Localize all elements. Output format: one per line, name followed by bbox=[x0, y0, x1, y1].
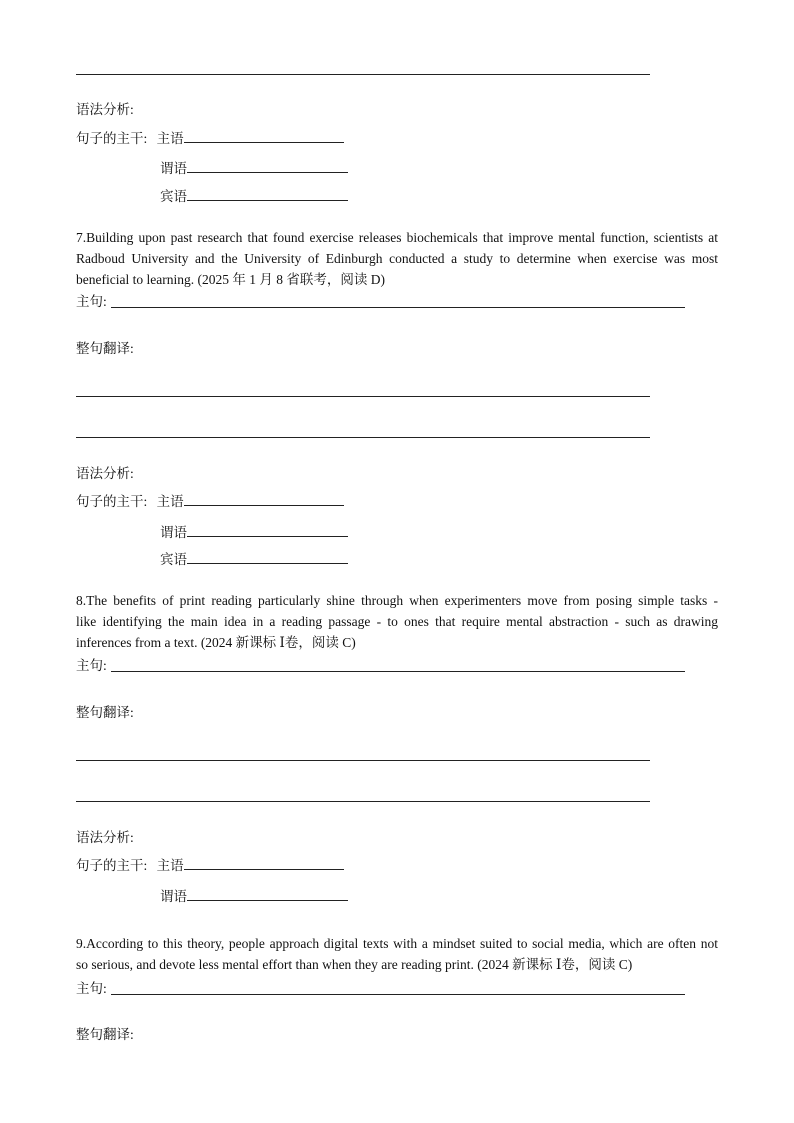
question-7-line: Radboud University and the University of Edinburgh conducted a study to determine when exercise was most bbox=[76, 251, 718, 266]
main-clause-label: 句子的主干: bbox=[76, 131, 148, 146]
predicate-blank[interactable] bbox=[187, 522, 348, 537]
question-7-text bbox=[76, 227, 718, 290]
question-9-text bbox=[76, 933, 718, 975]
predicate-blank[interactable] bbox=[187, 158, 348, 173]
subject-blank[interactable] bbox=[184, 855, 344, 870]
question-9-line: 9.According to this theory, people approach digital texts with a mindset suited to social media, which are often not bbox=[76, 936, 718, 951]
main-sentence-blank[interactable] bbox=[111, 671, 685, 672]
subject-blank[interactable] bbox=[184, 128, 344, 143]
main-sentence-blank[interactable] bbox=[111, 307, 685, 308]
translation-label: 整句翻译: bbox=[76, 1027, 134, 1042]
predicate-row bbox=[160, 522, 348, 542]
object-label: 宾语 bbox=[160, 189, 187, 204]
object-blank[interactable] bbox=[187, 186, 348, 201]
main-clause-row bbox=[76, 855, 344, 875]
main-clause-label: 句子的主干: bbox=[76, 858, 148, 873]
main-sentence-blank[interactable] bbox=[111, 994, 685, 995]
question-8-text bbox=[76, 590, 718, 653]
translation-line[interactable] bbox=[76, 760, 650, 761]
question-8-line: 8.The benefits of print reading particularly shine through when experimenters move from posing simple tasks - bbox=[76, 593, 718, 608]
object-row bbox=[160, 186, 348, 206]
translation-label: 整句翻译: bbox=[76, 705, 134, 720]
question-8-line: like identifying the main idea in a reading passage - to ones that require mental abstraction - such as drawing bbox=[76, 614, 718, 629]
translation-label: 整句翻译: bbox=[76, 341, 134, 356]
question-7-line: beneficial to learning. (2025 年 1 月 8 省联考，阅读 D) bbox=[76, 272, 385, 287]
main-sentence-label: 主句: bbox=[76, 981, 107, 996]
object-blank[interactable] bbox=[187, 549, 348, 564]
main-clause-label: 句子的主干: bbox=[76, 494, 148, 509]
predicate-row bbox=[160, 886, 348, 906]
question-7-line: 7.Building upon past research that found exercise releases biochemicals that improve mental function, scientists at bbox=[76, 230, 718, 245]
main-sentence-label: 主句: bbox=[76, 658, 107, 673]
question-9-line: so serious, and devote less mental effort than when they are reading print. (2024 新课标 Ⅰ卷，阅读 C) bbox=[76, 957, 633, 972]
answer-line bbox=[76, 74, 650, 75]
object-label: 宾语 bbox=[160, 552, 187, 567]
object-row bbox=[160, 549, 348, 569]
translation-line[interactable] bbox=[76, 437, 650, 438]
subject-label: 主语 bbox=[156, 494, 184, 509]
translation-line[interactable] bbox=[76, 396, 650, 397]
predicate-label: 谓语 bbox=[160, 525, 187, 540]
subject-blank[interactable] bbox=[184, 491, 344, 506]
grammar-analysis-label: 语法分析: bbox=[76, 466, 134, 481]
predicate-label: 谓语 bbox=[160, 161, 187, 176]
subject-label: 主语 bbox=[156, 858, 184, 873]
main-clause-row bbox=[76, 128, 344, 148]
main-sentence-label: 主句: bbox=[76, 294, 107, 309]
main-clause-row bbox=[76, 491, 344, 511]
question-8-line: inferences from a text. (2024 新课标 Ⅰ卷，阅读 C) bbox=[76, 635, 356, 650]
grammar-analysis-label: 语法分析: bbox=[76, 102, 134, 117]
translation-line[interactable] bbox=[76, 801, 650, 802]
predicate-blank[interactable] bbox=[187, 886, 348, 901]
predicate-label: 谓语 bbox=[160, 889, 187, 904]
grammar-analysis-label: 语法分析: bbox=[76, 830, 134, 845]
predicate-row bbox=[160, 158, 348, 178]
subject-label: 主语 bbox=[156, 131, 184, 146]
